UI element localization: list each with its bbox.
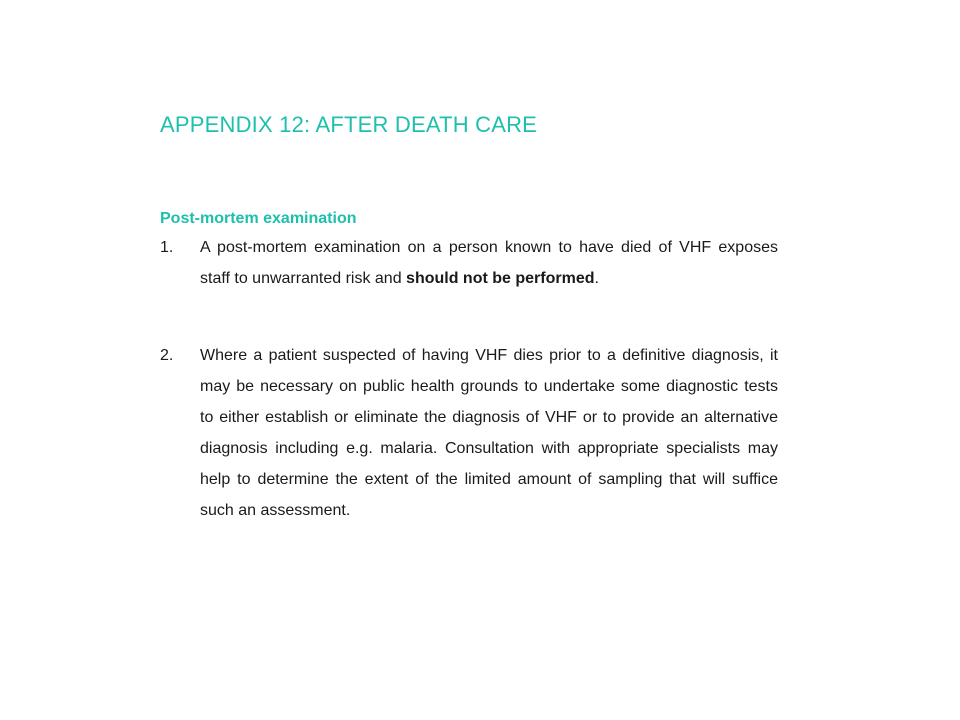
item-text-regular: A post-mortem examination on a person known to have died of VHF exposes staff to unwarranted risk and (200, 239, 778, 287)
item-paragraph: Where a patient suspected of having VHF dies prior to a definitive diagnosis, it may be necessary on public health grounds to undertake some diagnostic tests to either establish or eliminate the diagnosis of VHF or to provide an alternative diagnosis including e.g. malaria. Consultation with appropriate specialists may help to determine the extent of the limited amount of sampling that will suffice such an assessment. (200, 347, 778, 519)
numbered-item-2 (160, 340, 778, 526)
section-heading-post-mortem: Post-mortem examination (160, 210, 357, 227)
numbered-item-1 (160, 232, 778, 294)
item-text-end-punctuation: . (594, 270, 599, 287)
item-text-bold-emphasis: should not be performed (406, 270, 595, 287)
item-number: 1. (160, 239, 174, 256)
item-paragraph (200, 232, 778, 294)
item-number: 2. (160, 347, 174, 364)
appendix-title: APPENDIX 12: AFTER DEATH CARE (160, 112, 538, 137)
